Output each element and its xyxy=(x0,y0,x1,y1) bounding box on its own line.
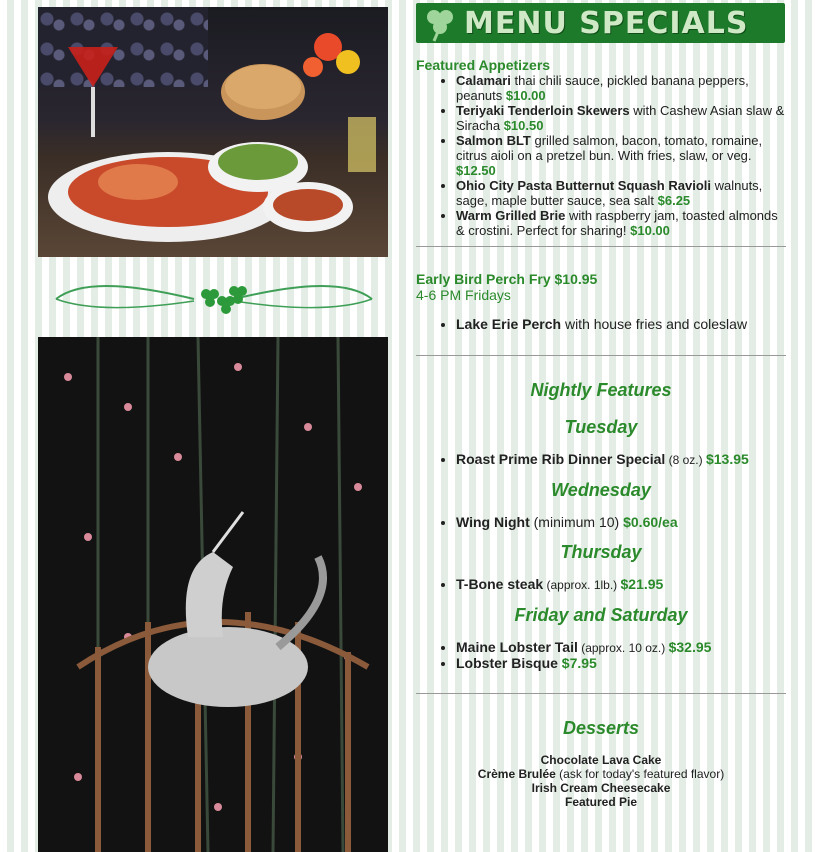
dessert-note: (ask for today's featured flavor) xyxy=(555,767,725,781)
desserts-heading: Desserts xyxy=(562,718,640,738)
wednesday-heading: Wednesday xyxy=(551,480,651,500)
banner-title: MENU SPECIALS xyxy=(464,6,749,41)
item-price: $10.00 xyxy=(505,88,546,103)
nightly-features-heading: Nightly Features xyxy=(530,380,672,400)
item-price: $0.60/ea xyxy=(623,514,678,530)
list-item xyxy=(456,640,786,656)
dessert-item: Featured Pie xyxy=(564,795,638,809)
early-bird-heading: Early Bird Perch Fry $10.95 xyxy=(416,271,598,287)
dessert-list xyxy=(416,753,786,809)
dessert-item: Crème Brulée xyxy=(477,767,556,781)
item-price: $10.00 xyxy=(630,223,670,238)
wednesday-list xyxy=(416,515,786,530)
item-name: Wing Night xyxy=(456,514,530,530)
early-bird-hours: 4-6 PM Fridays xyxy=(416,287,511,303)
list-item xyxy=(456,178,786,208)
left-column xyxy=(38,7,388,852)
list-item xyxy=(456,103,786,133)
item-name: Teriyaki Tenderloin Skewers xyxy=(456,103,630,118)
tuesday-heading: Tuesday xyxy=(564,417,638,437)
early-bird-list xyxy=(416,317,786,332)
featured-appetizers-heading: Featured Appetizers xyxy=(416,57,551,73)
item-name: Warm Grilled Brie xyxy=(456,208,566,223)
item-price: $6.25 xyxy=(657,193,691,208)
item-price: $13.95 xyxy=(705,451,749,467)
food-illustration xyxy=(38,7,388,257)
item-name: Lobster Bisque xyxy=(456,655,558,671)
item-note: (8 oz.) xyxy=(665,453,706,467)
food-platter-photo xyxy=(38,7,388,257)
item-desc: with house fries and coleslaw xyxy=(561,316,748,332)
item-price: $7.95 xyxy=(557,655,597,671)
dessert-item: Irish Cream Cheesecake xyxy=(531,781,671,795)
friday-saturday-list xyxy=(416,640,786,671)
thursday-list xyxy=(416,577,786,593)
item-name: T-Bone steak xyxy=(456,576,544,592)
list-item xyxy=(456,133,786,178)
item-name: Maine Lobster Tail xyxy=(456,639,578,655)
item-desc: with raspberry jam, toasted almonds & crostini. Perfect for sharing! xyxy=(456,208,778,238)
item-note: (minimum 10) xyxy=(529,514,624,530)
list-item xyxy=(456,208,786,238)
item-desc: walnuts, sage, maple butter sauce, sea salt xyxy=(456,178,763,208)
item-name: Salmon BLT xyxy=(456,133,531,148)
thursday-heading: Thursday xyxy=(560,542,642,562)
menu-specials-column xyxy=(416,3,786,809)
shamrock-icon xyxy=(420,3,460,43)
item-name: Ohio City Pasta Butternut Squash Ravioli xyxy=(456,178,711,193)
item-note: (approx. 1lb.) xyxy=(543,578,621,592)
menu-specials-banner xyxy=(416,3,785,43)
item-price: $12.50 xyxy=(456,163,496,178)
item-price: $21.95 xyxy=(620,576,664,592)
list-item xyxy=(456,577,786,593)
unicorn-tapestry-photo xyxy=(38,337,388,852)
shamrock-divider-ornament xyxy=(54,277,374,322)
list-item xyxy=(456,656,786,671)
item-note: (approx. 10 oz.) xyxy=(577,641,669,655)
list-item xyxy=(456,515,786,530)
list-item xyxy=(456,317,786,332)
list-item xyxy=(456,73,786,103)
item-name: Calamari xyxy=(456,73,511,88)
unicorn-tapestry-illustration xyxy=(38,337,388,852)
item-desc: thai chili sauce, pickled banana peppers, peanuts xyxy=(456,73,749,103)
item-name: Roast Prime Rib Dinner Special xyxy=(456,451,666,467)
item-name: Lake Erie Perch xyxy=(456,316,562,332)
item-desc: grilled salmon, bacon, tomato, romaine, citrus aioli on a pretzel bun. With fries, slaw, or veg. xyxy=(456,133,763,163)
list-item xyxy=(456,452,786,468)
item-desc: with Cashew Asian slaw & Siracha xyxy=(456,103,785,133)
tuesday-list xyxy=(416,452,786,468)
dessert-item: Chocolate Lava Cake xyxy=(540,753,662,767)
appetizer-list xyxy=(416,73,786,238)
item-price: $32.95 xyxy=(668,639,712,655)
item-price: $10.50 xyxy=(503,118,544,133)
friday-saturday-heading: Friday and Saturday xyxy=(514,605,688,625)
